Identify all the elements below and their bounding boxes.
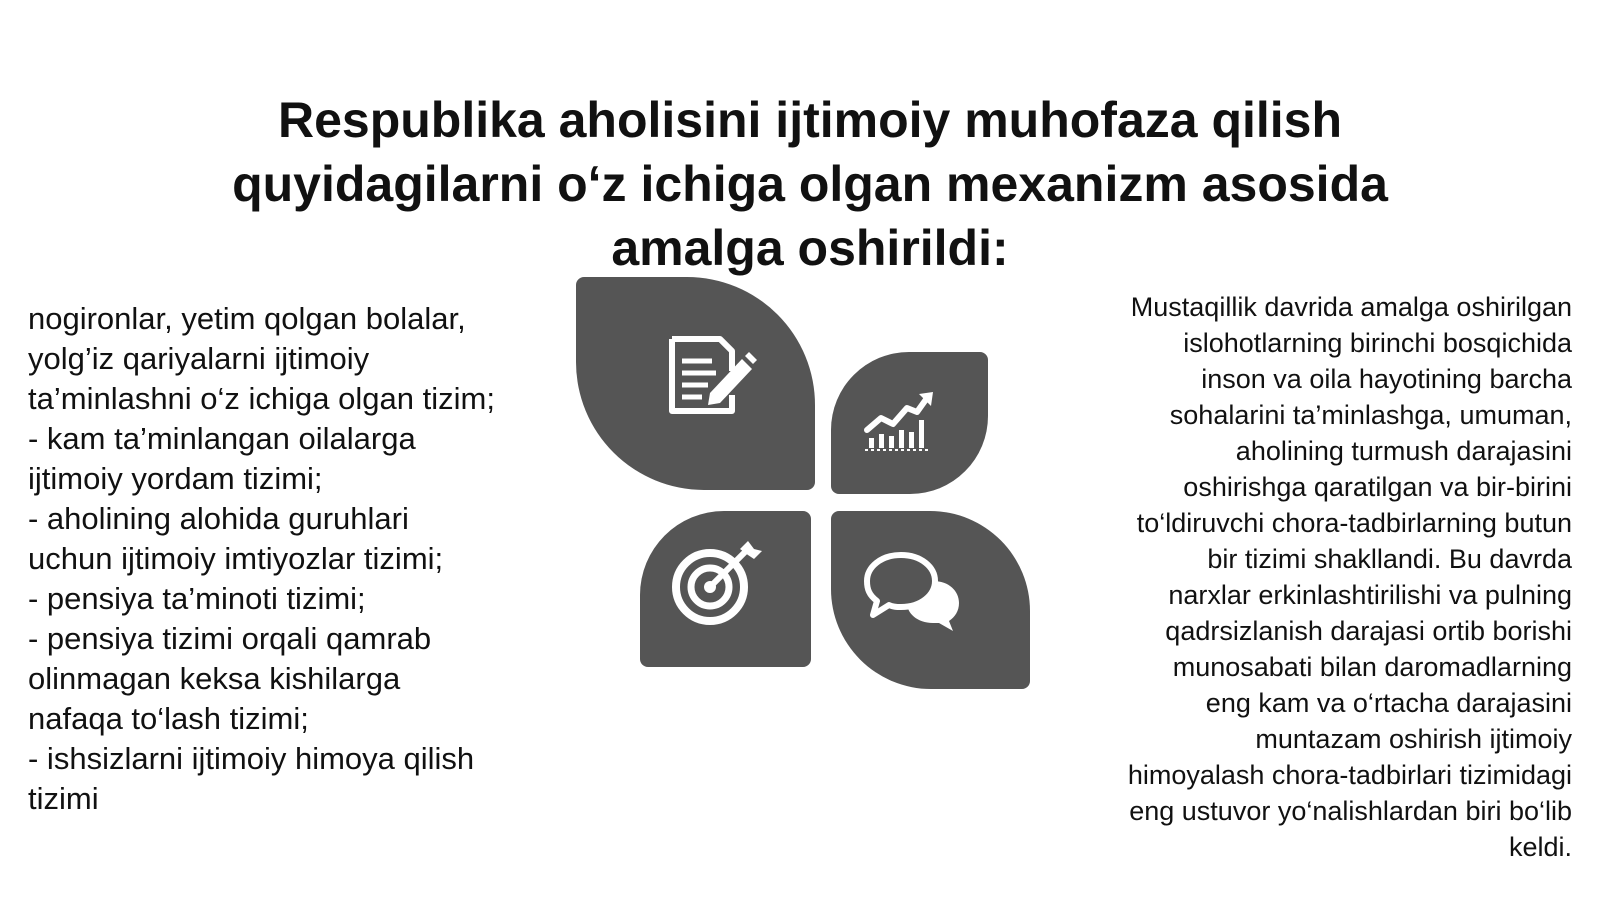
four-petal-graphic — [576, 277, 1032, 693]
list-line: - pensiya ta’minoti tizimi; — [28, 581, 366, 616]
list-line: ta’minlashni o‘z ichiga olgan tizim; — [28, 381, 495, 416]
paragraph-line: keldi. — [1508, 832, 1572, 862]
page-title — [140, 88, 1480, 280]
list-line: - aholining alohida guruhlari — [28, 501, 409, 536]
document-edit-icon — [662, 333, 758, 419]
paragraph-line: eng kam va o‘rtacha darajasini — [1205, 688, 1572, 718]
paragraph-line: qadrsizlanish darajasi ortib borishi — [1165, 616, 1572, 646]
list-line: olinmagan keksa kishilarga — [28, 661, 401, 696]
paragraph-line: islohotlarning birinchi bosqichida — [1183, 328, 1572, 358]
paragraph-line: oshirishga qaratilgan va bir-birini — [1183, 472, 1572, 502]
title-line: quyidagilarni o‘z ichiga olgan mexanizm asosida — [232, 156, 1388, 212]
paragraph-line: aholining turmush darajasini — [1235, 436, 1572, 466]
paragraph-line: muntazam oshirish ijtimoiy — [1255, 724, 1572, 754]
petal-bottom-left — [640, 511, 811, 667]
paragraph-line: eng ustuvor yo‘nalishlardan biri bo‘lib — [1129, 796, 1572, 826]
reforms-paragraph — [1052, 289, 1572, 865]
growth-chart-icon — [863, 390, 935, 452]
petal-top-left — [576, 277, 815, 490]
paragraph-line: to‘ldiruvchi chora-tadbirlarning butun — [1136, 508, 1572, 538]
list-line: uchun ijtimoiy imtiyozlar tizimi; — [28, 541, 444, 576]
list-line: yolg’iz qariyalarni ijtimoiy — [28, 341, 370, 376]
paragraph-line: Mustaqillik davrida amalga oshirilgan — [1130, 292, 1572, 322]
target-dart-icon — [668, 539, 764, 625]
list-line: tizimi — [28, 781, 99, 816]
title-line: Respublika aholisini ijtimoiy muhofaza qilish — [277, 92, 1343, 148]
social-protection-list — [28, 299, 568, 819]
paragraph-line: narxlar erkinlashtirilishi va pulning — [1168, 580, 1572, 610]
petal-top-right — [831, 352, 988, 494]
list-line: - kam ta’minlangan oilalarga — [28, 421, 416, 456]
list-line: nafaqa to‘lash tizimi; — [28, 701, 309, 736]
list-line: nogironlar, yetim qolgan bolalar, — [28, 301, 466, 336]
paragraph-line: bir tizimi shakllandi. Bu davrda — [1207, 544, 1572, 574]
chat-bubbles-icon — [863, 551, 963, 631]
petal-bottom-right — [831, 511, 1030, 689]
paragraph-line: himoyalash chora-tadbirlari tizimidagi — [1127, 760, 1572, 790]
paragraph-line: inson va oila hayotining barcha — [1201, 364, 1572, 394]
list-line: ijtimoiy yordam tizimi; — [28, 461, 323, 496]
paragraph-line: munosabati bilan daromadlarning — [1172, 652, 1572, 682]
list-line: - ishsizlarni ijtimoiy himoya qilish — [28, 741, 475, 776]
paragraph-line: sohalarini ta’minlashga, umuman, — [1169, 400, 1572, 430]
list-line: - pensiya tizimi orqali qamrab — [28, 621, 432, 656]
title-line: amalga oshirildi: — [611, 220, 1009, 276]
